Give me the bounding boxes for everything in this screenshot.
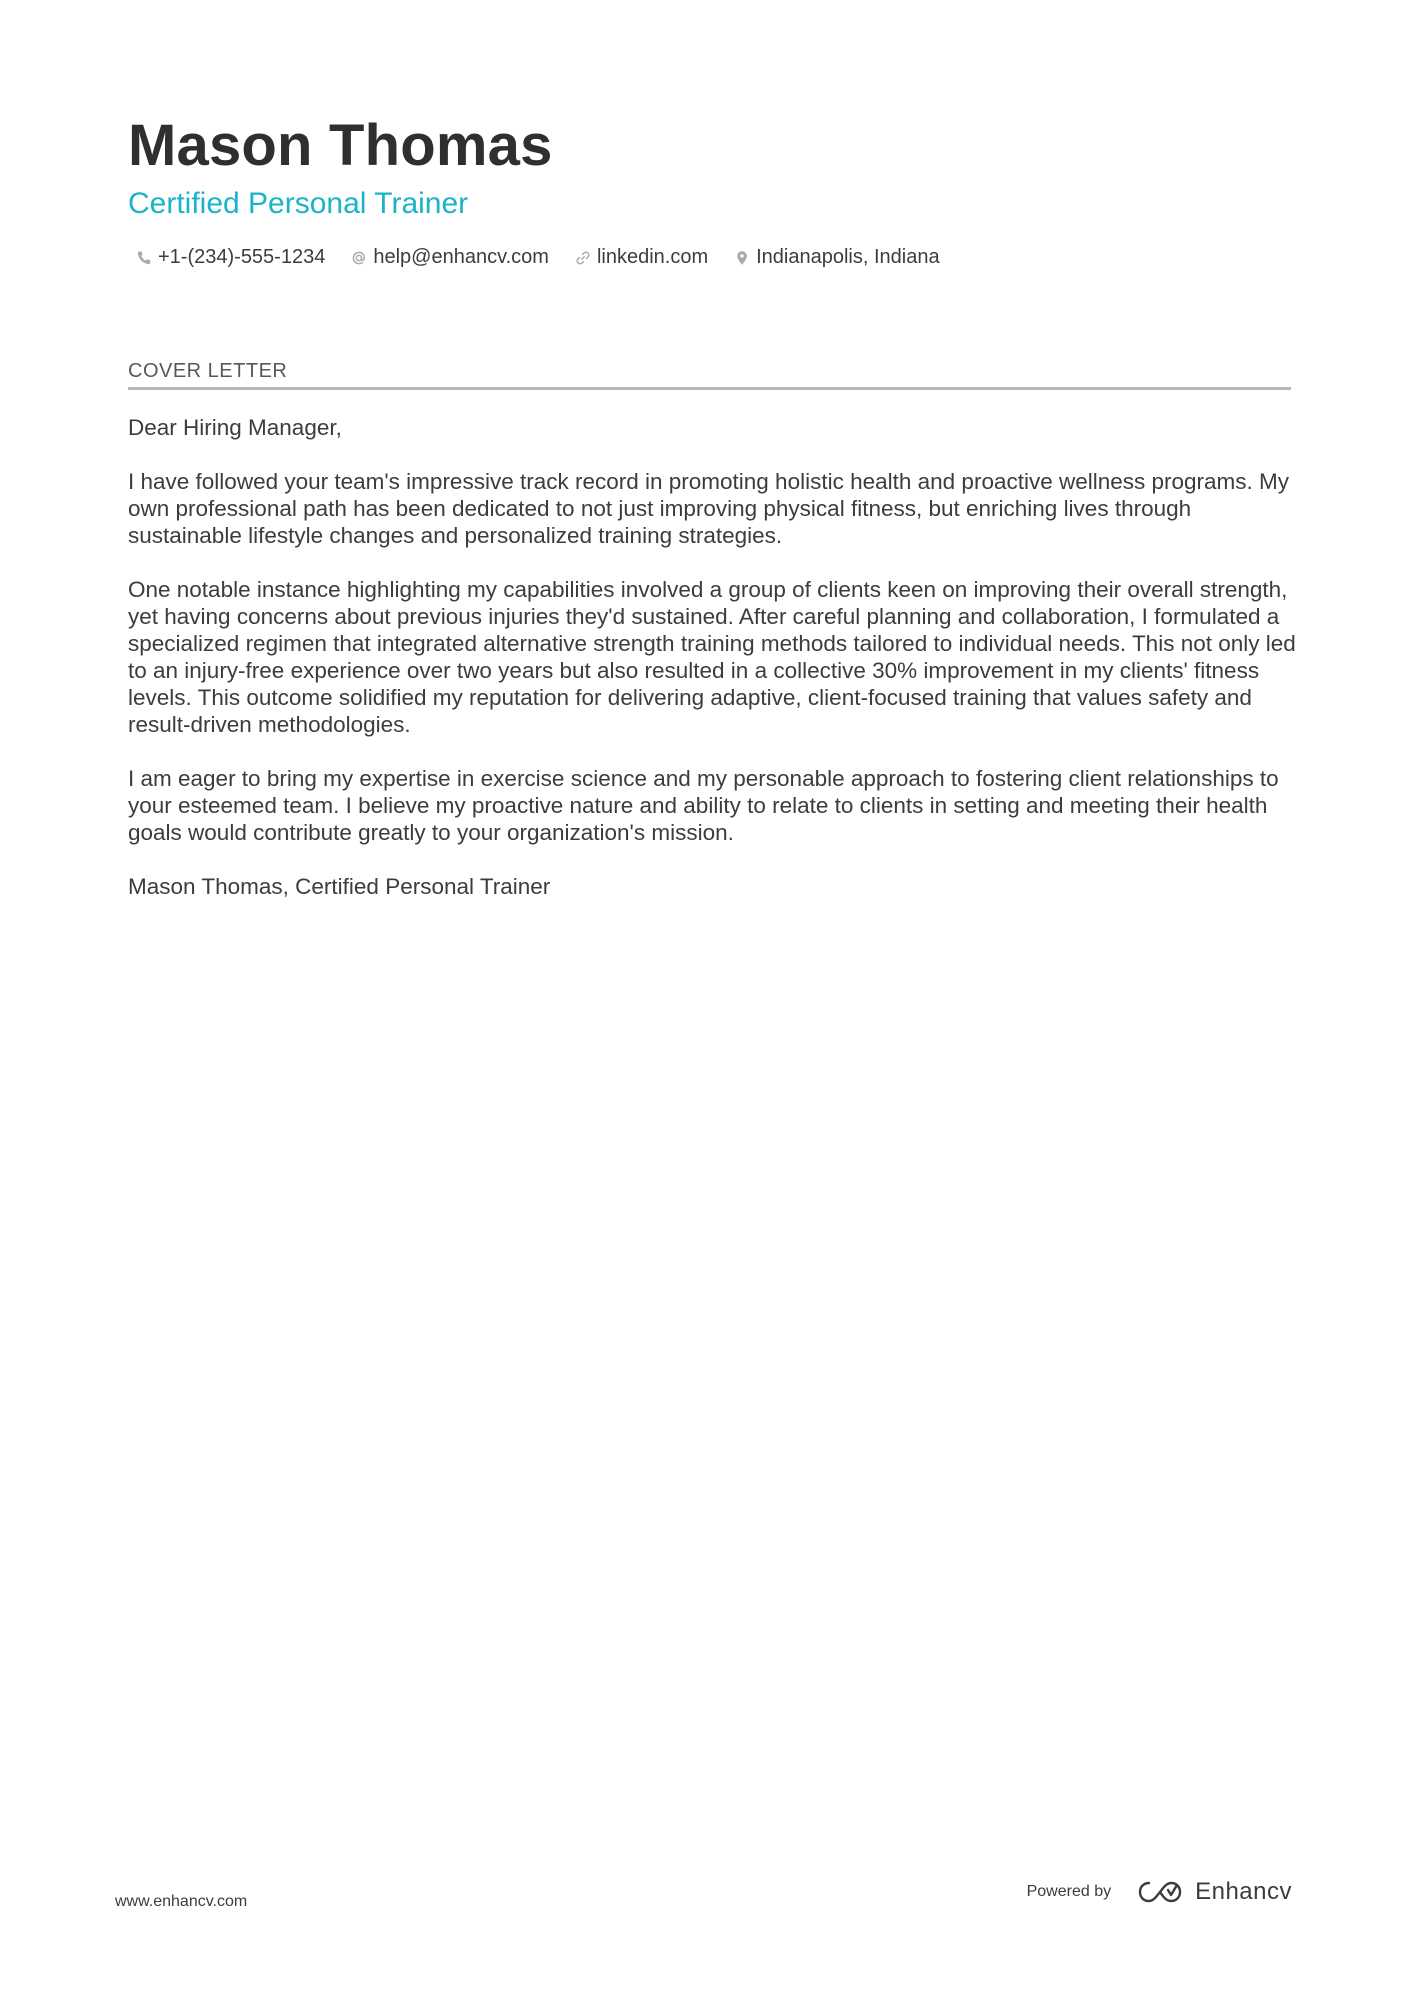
section-title-cover-letter: COVER LETTER	[128, 360, 1291, 390]
link-icon	[575, 250, 591, 266]
letter-body	[128, 414, 1298, 927]
letter-greeting: Dear Hiring Manager,	[128, 415, 342, 440]
contact-phone	[136, 246, 325, 269]
header	[128, 110, 1291, 269]
enhancv-logo-icon	[1137, 1879, 1183, 1905]
contact-location	[734, 246, 939, 269]
phone-number: +1-(234)-555-1234	[158, 246, 326, 268]
contact-email[interactable]	[351, 246, 549, 269]
letter-paragraph: I am eager to bring my expertise in exercise science and my personable approach to fostering client relationships to your esteemed team. I believe my proactive nature and ability to relate to clients in setting and meeting their health goals would contribute greatly to your organization's mission.	[128, 766, 1279, 845]
location-text: Indianapolis, Indiana	[756, 246, 940, 268]
phone-icon	[136, 250, 152, 266]
enhancv-brand-name: Enhancv	[1195, 1878, 1292, 1905]
location-pin-icon	[734, 250, 750, 266]
footer-website[interactable]: www.enhancv.com	[115, 1893, 248, 1910]
candidate-title: Certified Personal Trainer	[128, 187, 469, 220]
contact-linkedin[interactable]	[575, 246, 708, 269]
footer-branding	[1027, 1878, 1292, 1906]
linkedin-link[interactable]: linkedin.com	[596, 246, 709, 268]
letter-paragraph: I have followed your team's impressive track record in promoting holistic health and proactive wellness programs. My own professional path has been dedicated to not just improving physical fitness, but enriching lives through sustainable lifestyle changes and personalized training strategies.	[128, 469, 1290, 548]
candidate-name: Mason Thomas	[128, 113, 553, 178]
contact-bar	[128, 246, 1291, 269]
at-icon	[351, 250, 367, 266]
letter-signature: Mason Thomas, Certified Personal Trainer	[128, 874, 551, 899]
email-address[interactable]: help@enhancv.com	[373, 246, 549, 268]
powered-by-label: Powered by	[1026, 1883, 1112, 1900]
letter-paragraph: One notable instance highlighting my capabilities involved a group of clients keen on improving their overall strength, yet having concerns about previous injuries they'd sustained. After careful planning and collaboration, I formulated a specialized regimen that integrated alternative strength training methods tailored to individual needs. This not only led to an injury-free experience over two years but also resulted in a collective 30% improvement in my clients' fitness levels. This outcome solidified my reputation for delivering adaptive, client-focused training that values safety and result-driven methodologies.	[128, 577, 1296, 737]
